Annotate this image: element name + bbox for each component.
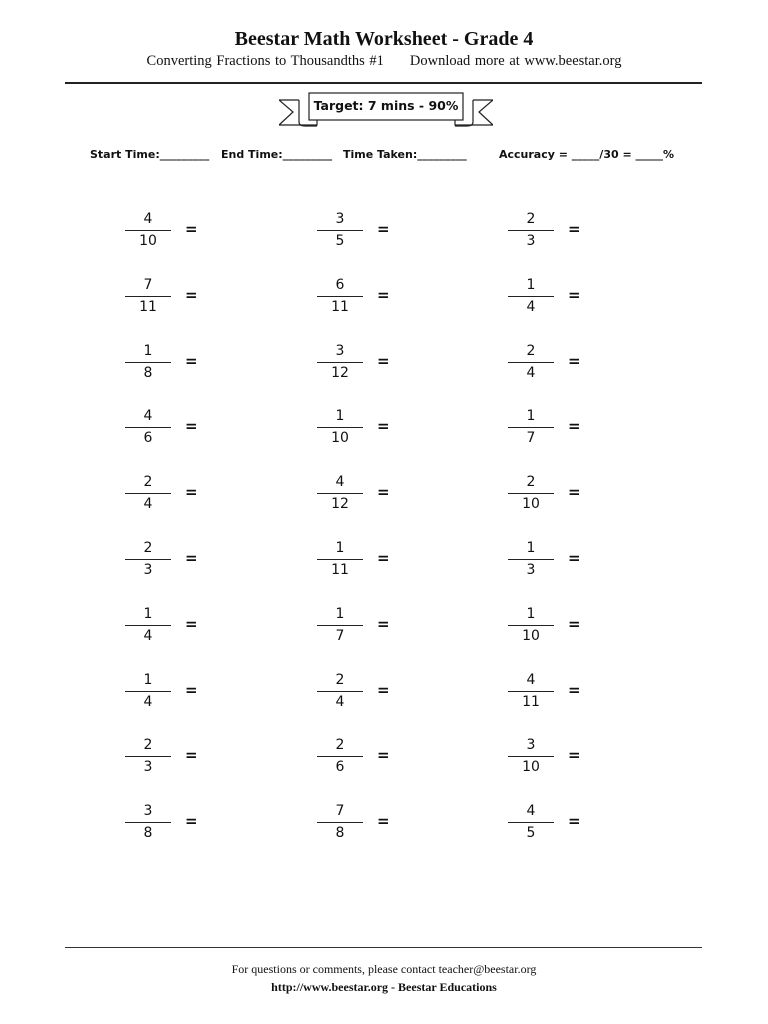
fraction-bar	[508, 691, 554, 692]
fraction-bar	[508, 756, 554, 757]
fraction-bar	[508, 559, 554, 560]
fraction-numerator: 1	[143, 343, 153, 359]
fraction-numerator: 2	[335, 737, 345, 753]
fraction-problem	[315, 341, 405, 391]
fraction-numerator: 1	[335, 540, 345, 556]
fraction-denominator: 4	[335, 694, 345, 710]
fraction-problem	[506, 406, 596, 456]
fraction-denominator: 11	[139, 299, 157, 315]
equals-sign: =	[185, 681, 198, 699]
fraction-denominator: 4	[143, 694, 153, 710]
equals-sign: =	[185, 549, 198, 567]
fraction-problem	[506, 275, 596, 325]
fraction-denominator: 10	[522, 759, 540, 775]
equals-sign: =	[377, 812, 390, 830]
equals-sign: =	[185, 483, 198, 501]
download-link[interactable]: Download more at www.beestar.org	[409, 53, 622, 69]
equals-sign: =	[568, 746, 581, 764]
fraction-bar	[317, 822, 363, 823]
fraction-problem	[315, 275, 405, 325]
fraction-bar	[317, 230, 363, 231]
fraction-numerator: 2	[143, 737, 153, 753]
fraction-bar	[125, 362, 171, 363]
fraction-denominator: 5	[526, 825, 536, 841]
fraction-problem	[506, 472, 596, 522]
fraction-numerator: 3	[526, 737, 536, 753]
fraction-problem	[123, 801, 213, 851]
fraction-denominator: 10	[139, 233, 157, 249]
end-time-field[interactable]: End Time:_________	[221, 148, 333, 161]
equals-sign: =	[185, 746, 198, 764]
worksheet-subtitle	[0, 53, 768, 70]
fraction-numerator: 2	[526, 474, 536, 490]
fraction-bar	[508, 230, 554, 231]
fraction-denominator: 3	[526, 233, 536, 249]
fraction-numerator: 7	[335, 803, 345, 819]
fraction-numerator: 3	[335, 343, 345, 359]
fraction-problem	[315, 209, 405, 259]
equals-sign: =	[377, 220, 390, 238]
fraction-bar	[317, 559, 363, 560]
equals-sign: =	[377, 549, 390, 567]
fraction-problem	[506, 801, 596, 851]
fraction-denominator: 8	[143, 365, 153, 381]
fraction-problem	[506, 735, 596, 785]
footer-contact: For questions or comments, please contact teacher@beestar.org	[231, 962, 537, 976]
fraction-bar	[508, 427, 554, 428]
fraction-numerator: 2	[335, 672, 345, 688]
fraction-numerator: 4	[526, 803, 536, 819]
equals-sign: =	[568, 483, 581, 501]
fraction-bar	[508, 625, 554, 626]
accuracy-field[interactable]: Accuracy = _____/30 = _____%	[499, 148, 675, 161]
subtitle-topic: Converting Fractions to Thousandths #1	[146, 53, 384, 69]
fraction-denominator: 4	[526, 299, 536, 315]
fraction-problem	[315, 538, 405, 588]
fraction-problem	[506, 538, 596, 588]
fraction-numerator: 4	[335, 474, 345, 490]
timing-stats	[90, 148, 710, 213]
fraction-denominator: 11	[331, 299, 349, 315]
equals-sign: =	[185, 352, 198, 370]
fraction-denominator: 8	[143, 825, 153, 841]
fraction-problem	[315, 472, 405, 522]
fraction-problem	[315, 406, 405, 456]
fraction-numerator: 2	[526, 343, 536, 359]
equals-sign: =	[568, 286, 581, 304]
fraction-problem	[506, 341, 596, 391]
fraction-bar	[125, 691, 171, 692]
fraction-bar	[317, 625, 363, 626]
fraction-numerator: 2	[143, 540, 153, 556]
equals-sign: =	[377, 352, 390, 370]
fraction-problem	[123, 472, 213, 522]
fraction-problem	[123, 670, 213, 720]
fraction-problem	[123, 275, 213, 325]
fraction-bar	[317, 691, 363, 692]
fraction-denominator: 10	[331, 430, 349, 446]
equals-sign: =	[377, 615, 390, 633]
worksheet-title: Beestar Math Worksheet - Grade 4	[234, 28, 534, 50]
fraction-problem	[315, 604, 405, 654]
fraction-bar	[125, 296, 171, 297]
fraction-problem	[315, 801, 405, 851]
equals-sign: =	[185, 812, 198, 830]
time-taken-field[interactable]: Time Taken:_________	[343, 148, 467, 161]
fraction-bar	[508, 822, 554, 823]
fraction-bar	[125, 230, 171, 231]
fraction-denominator: 6	[335, 759, 345, 775]
fraction-numerator: 3	[335, 211, 345, 227]
header-divider	[65, 82, 702, 84]
equals-sign: =	[377, 746, 390, 764]
equals-sign: =	[377, 286, 390, 304]
fraction-numerator: 1	[526, 540, 536, 556]
fraction-denominator: 11	[331, 562, 349, 578]
equals-sign: =	[377, 483, 390, 501]
fraction-bar	[125, 427, 171, 428]
fraction-bar	[508, 362, 554, 363]
fraction-denominator: 10	[522, 496, 540, 512]
equals-sign: =	[185, 417, 198, 435]
fraction-denominator: 3	[526, 562, 536, 578]
fraction-denominator: 10	[522, 628, 540, 644]
equals-sign: =	[185, 286, 198, 304]
fraction-problem	[506, 604, 596, 654]
fraction-numerator: 1	[335, 408, 345, 424]
fraction-bar	[317, 493, 363, 494]
fraction-bar	[317, 362, 363, 363]
fraction-problem	[506, 670, 596, 720]
fraction-numerator: 1	[526, 277, 536, 293]
fraction-problem	[123, 406, 213, 456]
fraction-bar	[317, 296, 363, 297]
footer-link[interactable]: http://www.beestar.org - Beestar Educations	[271, 980, 497, 994]
fraction-bar	[508, 296, 554, 297]
fraction-bar	[125, 756, 171, 757]
fraction-numerator: 1	[526, 606, 536, 622]
equals-sign: =	[568, 417, 581, 435]
fraction-denominator: 6	[143, 430, 153, 446]
fraction-numerator: 4	[143, 408, 153, 424]
fraction-bar	[317, 427, 363, 428]
fraction-denominator: 5	[335, 233, 345, 249]
fraction-numerator: 6	[335, 277, 345, 293]
fraction-numerator: 1	[335, 606, 345, 622]
fraction-denominator: 12	[331, 365, 349, 381]
fraction-problem	[506, 209, 596, 259]
equals-sign: =	[568, 549, 581, 567]
fraction-numerator: 1	[143, 672, 153, 688]
fraction-numerator: 7	[143, 277, 153, 293]
fraction-problem	[123, 209, 213, 259]
fraction-numerator: 2	[143, 474, 153, 490]
fraction-problem	[123, 735, 213, 785]
fraction-denominator: 4	[526, 365, 536, 381]
fraction-denominator: 3	[143, 562, 153, 578]
equals-sign: =	[568, 681, 581, 699]
footer-divider	[65, 947, 702, 948]
fraction-denominator: 4	[143, 496, 153, 512]
equals-sign: =	[568, 812, 581, 830]
equals-sign: =	[568, 220, 581, 238]
fraction-denominator: 7	[335, 628, 345, 644]
fraction-denominator: 3	[143, 759, 153, 775]
fraction-bar	[317, 756, 363, 757]
fraction-denominator: 7	[526, 430, 536, 446]
equals-sign: =	[377, 681, 390, 699]
fraction-bar	[125, 493, 171, 494]
equals-sign: =	[185, 220, 198, 238]
fraction-bar	[125, 625, 171, 626]
fraction-bar	[125, 822, 171, 823]
fraction-problem	[123, 538, 213, 588]
fraction-bar	[125, 559, 171, 560]
equals-sign: =	[377, 417, 390, 435]
equals-sign: =	[568, 615, 581, 633]
fraction-problem	[315, 735, 405, 785]
fraction-problem	[123, 341, 213, 391]
fraction-problem	[315, 670, 405, 720]
fraction-numerator: 3	[143, 803, 153, 819]
fraction-numerator: 1	[143, 606, 153, 622]
fraction-numerator: 1	[526, 408, 536, 424]
start-time-field[interactable]: Start Time:_________	[90, 148, 210, 161]
fraction-problem	[123, 604, 213, 654]
fraction-denominator: 11	[522, 694, 540, 710]
fraction-numerator: 4	[143, 211, 153, 227]
fraction-numerator: 2	[526, 211, 536, 227]
target-text: Target: 7 mins - 90%	[313, 98, 459, 113]
fraction-numerator: 4	[526, 672, 536, 688]
fraction-denominator: 8	[335, 825, 345, 841]
fraction-denominator: 12	[331, 496, 349, 512]
fraction-denominator: 4	[143, 628, 153, 644]
equals-sign: =	[185, 615, 198, 633]
equals-sign: =	[568, 352, 581, 370]
fraction-bar	[508, 493, 554, 494]
